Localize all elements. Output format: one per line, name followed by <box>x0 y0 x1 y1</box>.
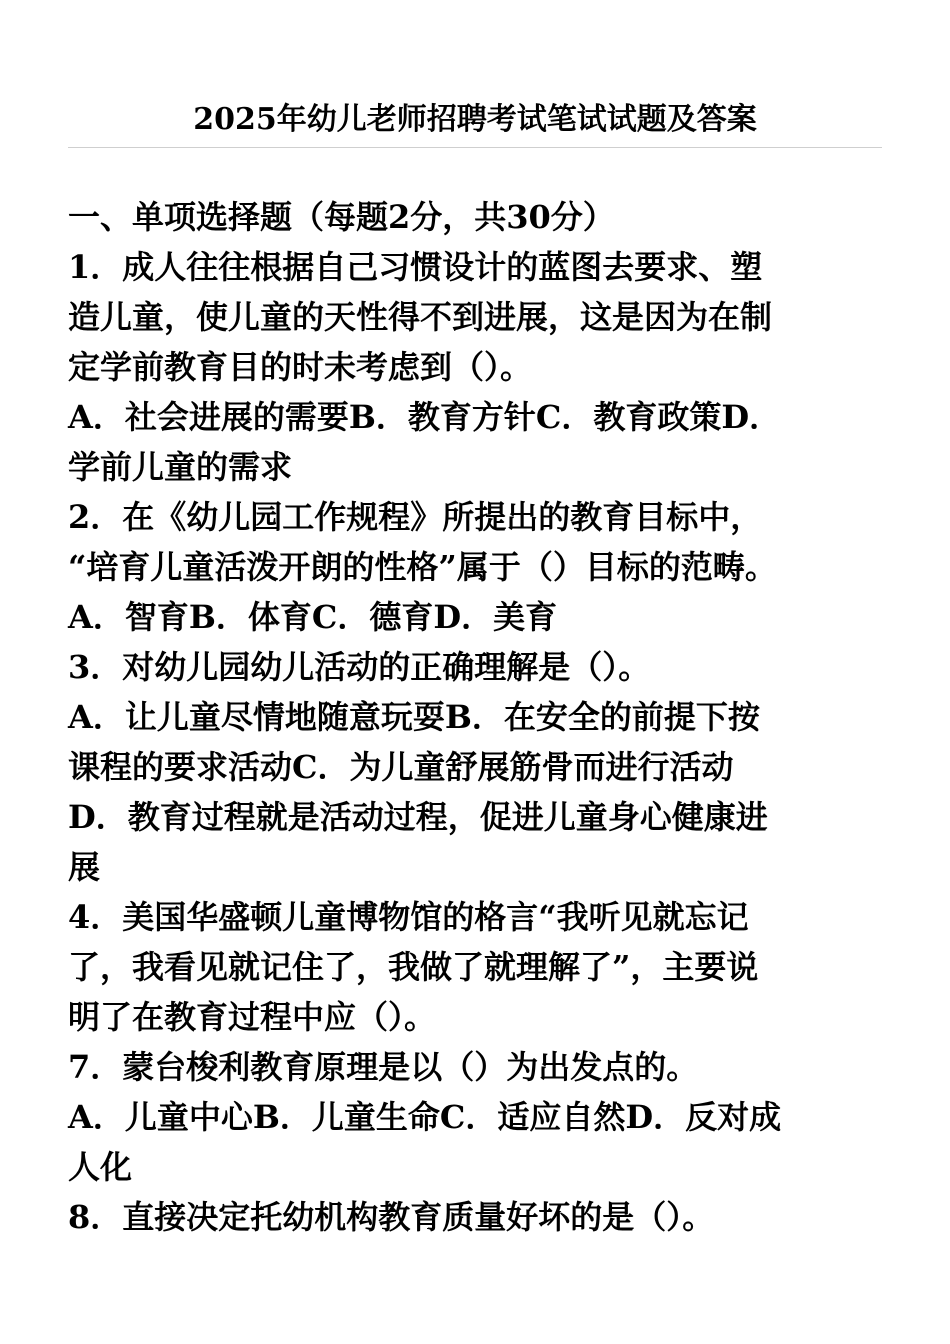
question-3-options-line-3: D．教育过程就是活动过程，促进儿童身心健康进 <box>68 798 768 836</box>
section-heading: 一、单项选择题（每题2分，共30分） <box>68 198 615 236</box>
question-2-line-1: 2．在《幼儿园工作规程》所提出的教育目标中， <box>68 498 763 536</box>
question-4-line-3: 明了在教育过程中应（）。 <box>68 998 437 1036</box>
question-4-line-1: 4．美国华盛顿儿童博物馆的格言“我听见就忘记 <box>68 898 749 936</box>
title-divider <box>68 147 882 148</box>
question-1-line-2: 造儿童，使儿童的天性得不到进展，这是因为在制 <box>68 298 773 336</box>
question-8-line-1: 8．直接决定托幼机构教育质量好坏的是（）。 <box>68 1198 715 1236</box>
question-1-options-line-1: A．社会进展的需要B．教育方针C．教育政策D． <box>68 398 782 436</box>
question-3-options-line-1: A．让儿童尽情地随意玩耍B．在安全的前提下按 <box>68 698 760 736</box>
question-1-options-line-2: 学前儿童的需求 <box>68 448 293 486</box>
question-2-line-2: “培育儿童活泼开朗的性格”属于（）目标的范畴。 <box>68 548 777 586</box>
question-1-line-1: 1．成人往往根据自己习惯设计的蓝图去要求、塑 <box>68 248 763 286</box>
question-7-line-1: 7．蒙台梭利教育原理是以（）为出发点的。 <box>68 1048 699 1086</box>
question-3-line-1: 3．对幼儿园幼儿活动的正确理解是（）。 <box>68 648 651 686</box>
question-3-options-line-4: 展 <box>68 848 101 886</box>
question-7-options-line-1: A．儿童中心B．儿童生命C．适应自然D．反对成 <box>68 1098 782 1136</box>
question-2-options: A．智育B．体育C．德育D．美育 <box>68 598 558 636</box>
document-body <box>68 192 898 1242</box>
question-7-options-line-2: 人化 <box>68 1148 133 1186</box>
question-1-line-3: 定学前教育目的时未考虑到（）。 <box>68 348 533 386</box>
question-4-line-2: 了，我看见就记住了，我做了就理解了”，主要说 <box>68 948 759 986</box>
question-3-options-line-2: 课程的要求活动C．为儿童舒展筋骨而进行活动 <box>68 748 734 786</box>
document-title: 2025年幼儿老师招聘考试笔试试题及答案 <box>193 102 757 137</box>
